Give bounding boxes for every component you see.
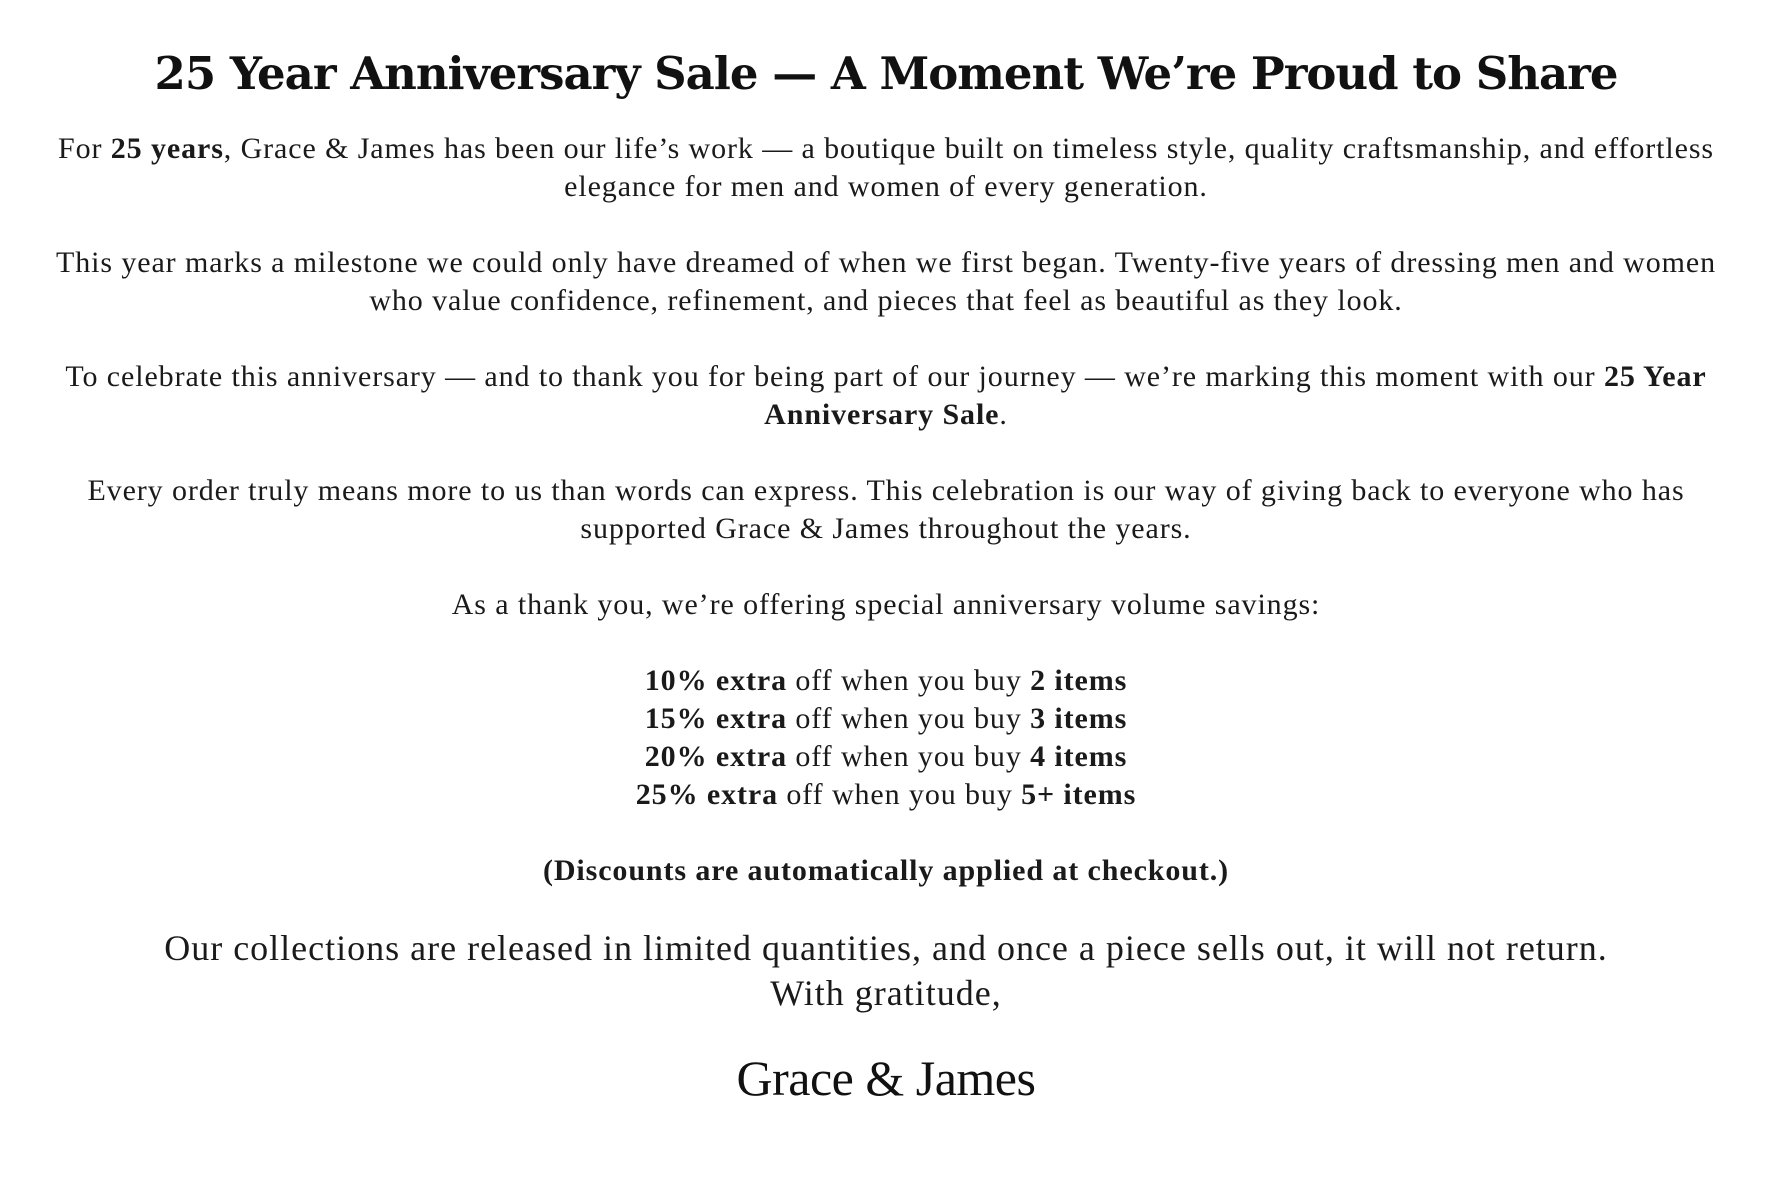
celebration-text-post: . bbox=[999, 398, 1008, 431]
discount-tier-list bbox=[40, 662, 1732, 814]
tier-discount: 25% extra bbox=[635, 778, 778, 811]
intro-years-highlight: 25 years bbox=[110, 132, 224, 165]
discount-tier bbox=[40, 662, 1732, 700]
closing-block bbox=[0, 926, 1772, 1016]
gratitude-paragraph: Every order truly means more to us than words can express. This celebration is our way of giving back to everyone who has supported Grace & James throughout the years. bbox=[87, 474, 1685, 545]
tier-middle-text: off when you buy bbox=[787, 740, 1031, 773]
tier-quantity: 2 items bbox=[1030, 664, 1128, 697]
page-title: 25 Year Anniversary Sale — A Moment We’re Proud to Share bbox=[154, 47, 1618, 100]
tier-middle-text: off when you buy bbox=[787, 702, 1031, 735]
celebration-text-pre: To celebrate this anniversary — and to thank you for being part of our journey — we’re marking this moment with our bbox=[65, 360, 1604, 393]
intro-text-pre: For bbox=[58, 132, 111, 165]
announcement-body bbox=[40, 130, 1732, 928]
sale-name-highlight: 25 Year Anniversary Sale bbox=[764, 360, 1707, 431]
tier-discount: 20% extra bbox=[644, 740, 787, 773]
intro-text-post: , Grace & James has been our life’s work — a boutique built on timeless style, quality craftsmanship, and effortless elegance for men and women of every generation. bbox=[223, 132, 1714, 203]
discount-tier bbox=[40, 700, 1732, 738]
intro-paragraph bbox=[40, 130, 1732, 206]
tier-quantity: 3 items bbox=[1030, 702, 1128, 735]
discount-tier bbox=[40, 738, 1732, 776]
discount-tier bbox=[40, 776, 1732, 814]
tier-quantity: 4 items bbox=[1030, 740, 1128, 773]
tier-middle-text: off when you buy bbox=[778, 778, 1022, 811]
milestone-paragraph: This year marks a milestone we could only have dreamed of when we first began. Twenty-five years of dressing men and women who value confidence, refinement, and pieces that feel as beautiful as they look. bbox=[56, 246, 1716, 317]
tier-quantity: 5+ items bbox=[1021, 778, 1137, 811]
brand-signature: Grace & James bbox=[736, 1050, 1036, 1106]
checkout-note: (Discounts are automatically applied at checkout.) bbox=[542, 854, 1230, 887]
celebration-paragraph bbox=[40, 358, 1732, 434]
tier-discount: 15% extra bbox=[644, 702, 787, 735]
tier-discount: 10% extra bbox=[644, 664, 787, 697]
tier-middle-text: off when you buy bbox=[787, 664, 1031, 697]
offer-intro-paragraph: As a thank you, we’re offering special anniversary volume savings: bbox=[451, 588, 1321, 621]
sign-off-line: With gratitude, bbox=[770, 973, 1002, 1013]
limited-quantity-line: Our collections are released in limited quantities, and once a piece sells out, it will not return. bbox=[164, 928, 1608, 968]
